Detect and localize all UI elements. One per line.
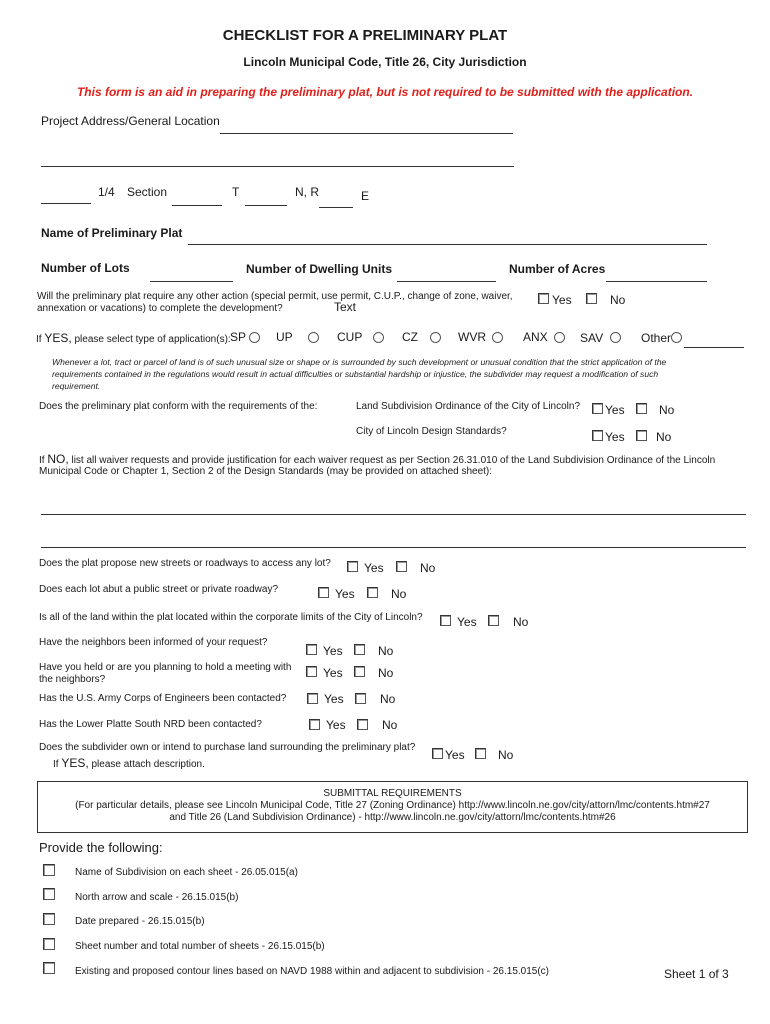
- conform-standards-no-checkbox[interactable]: [636, 430, 647, 441]
- surrounding-land-note: [53, 756, 205, 770]
- project-address-label: Project Address/General Location: [41, 114, 220, 128]
- conform-ordinance-yes-checkbox[interactable]: [592, 403, 603, 414]
- new-streets-yes-checkbox[interactable]: [347, 561, 358, 572]
- dwelling-units-field[interactable]: [397, 281, 496, 282]
- question-neighbors-informed: Have the neighbors been informed of your request?: [39, 637, 268, 648]
- app-type-up-radio[interactable]: [308, 332, 319, 343]
- plat-name-label: Name of Preliminary Plat: [41, 226, 183, 240]
- lots-label: Number of Lots: [41, 261, 130, 275]
- waiver-if-word: NO,: [47, 452, 69, 466]
- other-action-yes-checkbox[interactable]: [538, 293, 549, 304]
- waiver-instructions-line2: Municipal Code or Chapter 1, Section 2 of the Design Standards (may be provided on attached sheet):: [39, 466, 493, 477]
- township-label: T: [232, 185, 240, 199]
- modification-note-line3: requirement.: [52, 381, 101, 391]
- sheet-number: Sheet 1 of 3: [664, 967, 729, 981]
- plat-name-field[interactable]: [188, 244, 707, 245]
- lot-abut-no-checkbox[interactable]: [367, 587, 378, 598]
- other-action-question-line2: annexation or vacations) to complete the development?: [37, 303, 283, 314]
- if-yes-select-label: [36, 331, 231, 345]
- provide-item-3: Date prepared - 26.15.015(b): [75, 916, 205, 927]
- corporate-limits-yes-label: Yes: [457, 615, 477, 629]
- corporate-limits-no-checkbox[interactable]: [488, 615, 499, 626]
- conform-ordinance-yes-label: Yes: [605, 403, 625, 417]
- surrounding-land-yes-label: Yes: [445, 748, 465, 762]
- submittal-line1: (For particular details, please see Lincoln Municipal Code, Title 27 (Zoning Ordinance) http://www.lincoln.ne.gov/city/attorn/lmc/contents.htm#27: [75, 800, 710, 811]
- question-nrd: Has the Lower Platte South NRD been contacted?: [39, 719, 262, 730]
- app-type-sp-label: SP: [230, 330, 247, 344]
- other-action-no-checkbox[interactable]: [586, 293, 597, 304]
- lot-abut-yes-label: Yes: [335, 587, 355, 601]
- submittal-line2: and Title 26 (Land Subdivision Ordinance) - http://www.lincoln.ne.gov/city/attorn/lmc/contents.htm#26: [169, 812, 616, 823]
- nrd-yes-label: Yes: [326, 718, 346, 732]
- app-type-cup-radio[interactable]: [373, 332, 384, 343]
- provide-item-3-checkbox[interactable]: [43, 913, 55, 925]
- neighbors-meeting-no-checkbox[interactable]: [354, 666, 365, 677]
- neighbors-meeting-no-label: No: [378, 666, 394, 680]
- modification-note-line1: Whenever a lot, tract or parcel of land is of such unusual size or shape or is surrounded by such development or unusual condition that the strict application of the: [52, 357, 667, 367]
- township-field[interactable]: [245, 205, 287, 206]
- lot-abut-yes-checkbox[interactable]: [318, 587, 329, 598]
- east-label: E: [361, 189, 370, 203]
- conform-standards-label: City of Lincoln Design Standards?: [356, 426, 507, 437]
- army-corps-no-label: No: [380, 692, 396, 706]
- new-streets-yes-label: Yes: [364, 561, 384, 575]
- project-address-field-2[interactable]: [41, 166, 514, 167]
- if-yes-prefix: If: [36, 334, 42, 345]
- provide-item-4: Sheet number and total number of sheets - 26.15.015(b): [75, 941, 325, 952]
- provide-heading: Provide the following:: [39, 840, 163, 855]
- app-type-sav-label: SAV: [580, 331, 604, 345]
- surround-rest: please attach description.: [91, 759, 205, 770]
- modification-note-line2: requirements contained in the regulations would result in actual difficulties or substantial hardship or injustice, the subdivider may request a modification of such: [52, 369, 659, 379]
- corporate-limits-no-label: No: [513, 615, 529, 629]
- if-yes-word: YES,: [44, 331, 72, 345]
- nrd-no-label: No: [382, 718, 398, 732]
- question-corporate-limits: Is all of the land within the plat located within the corporate limits of the City of Lincoln?: [39, 612, 423, 623]
- if-yes-rest: please select type of application(s):: [74, 334, 231, 345]
- conform-ordinance-no-label: No: [659, 403, 675, 417]
- provide-item-5: Existing and proposed contour lines based on NAVD 1988 within and adjacent to subdivision - 26.15.015(c): [75, 966, 549, 977]
- question-neighbors-meeting-line2: the neighbors?: [39, 674, 106, 685]
- waiver-field-1[interactable]: [41, 514, 746, 515]
- waiver-field-2[interactable]: [41, 547, 746, 548]
- quarter-field[interactable]: [41, 203, 91, 204]
- notice-text: This form is an aid in preparing the preliminary plat, but is not required to be submitted with the application.: [76, 85, 694, 99]
- other-action-text-value: Text: [334, 300, 357, 314]
- other-action-no-label: No: [610, 293, 626, 307]
- other-action-question-line1: Will the preliminary plat require any other action (special permit, use permit, C.U.P., change of zone, waiver,: [37, 291, 513, 302]
- question-new-streets: Does the plat propose new streets or roadways to access any lot?: [39, 558, 331, 569]
- range-label: N, R: [295, 185, 319, 199]
- army-corps-yes-checkbox[interactable]: [307, 693, 318, 704]
- submittal-title: SUBMITTAL REQUIREMENTS: [323, 788, 462, 799]
- app-type-sp-radio[interactable]: [249, 332, 260, 343]
- page-subtitle: Lincoln Municipal Code, Title 26, City Jurisdiction: [243, 55, 527, 69]
- army-corps-yes-label: Yes: [324, 692, 344, 706]
- project-address-field[interactable]: [220, 133, 513, 134]
- neighbors-informed-yes-label: Yes: [323, 644, 343, 658]
- app-type-anx-radio[interactable]: [554, 332, 565, 343]
- waiver-if-prefix: If: [39, 455, 45, 466]
- conform-ordinance-no-checkbox[interactable]: [636, 403, 647, 414]
- surrounding-land-no-checkbox[interactable]: [475, 748, 486, 759]
- provide-item-2-checkbox[interactable]: [43, 888, 55, 900]
- question-lot-abut: Does each lot abut a public street or private roadway?: [39, 584, 279, 595]
- surround-if-prefix: If: [53, 759, 59, 770]
- conform-question: Does the preliminary plat conform with the requirements of the:: [39, 401, 318, 412]
- app-type-cz-label: CZ: [402, 330, 418, 344]
- app-type-wvr-label: WVR: [458, 330, 486, 344]
- neighbors-meeting-yes-label: Yes: [323, 666, 343, 680]
- question-neighbors-meeting: Have you held or are you planning to hold a meeting with: [39, 662, 292, 673]
- acres-field[interactable]: [606, 281, 707, 282]
- other-action-yes-label: Yes: [552, 293, 572, 307]
- waiver-line1-rest: list all waiver requests and provide justification for each waiver request as per Section 26.31.010 of the Land Subdivision Ordinance of the Lincoln: [71, 455, 716, 466]
- provide-item-1-checkbox[interactable]: [43, 864, 55, 876]
- corporate-limits-yes-checkbox[interactable]: [440, 615, 451, 626]
- nrd-yes-checkbox[interactable]: [309, 719, 320, 730]
- lot-abut-no-label: No: [391, 587, 407, 601]
- app-type-cz-radio[interactable]: [430, 332, 441, 343]
- provide-item-2: North arrow and scale - 26.15.015(b): [75, 892, 239, 903]
- app-type-other-radio[interactable]: [671, 332, 682, 343]
- app-type-other-field[interactable]: [684, 347, 744, 348]
- surrounding-land-yes-checkbox[interactable]: [432, 748, 443, 759]
- acres-label: Number of Acres: [509, 262, 606, 276]
- question-army-corps: Has the U.S. Army Corps of Engineers been contacted?: [39, 693, 287, 704]
- conform-standards-no-label: No: [656, 430, 672, 444]
- conform-standards-yes-label: Yes: [605, 430, 625, 444]
- waiver-instructions-line1: [39, 452, 715, 466]
- neighbors-informed-yes-checkbox[interactable]: [306, 644, 317, 655]
- app-type-anx-label: ANX: [523, 330, 548, 344]
- dwelling-units-label: Number of Dwelling Units: [246, 262, 393, 276]
- page-title: CHECKLIST FOR A PRELIMINARY PLAT: [222, 27, 508, 44]
- provide-item-5-checkbox[interactable]: [43, 962, 55, 974]
- conform-ordinance-label: Land Subdivision Ordinance of the City of Lincoln?: [356, 401, 581, 412]
- neighbors-informed-no-checkbox[interactable]: [354, 644, 365, 655]
- provide-item-1: Name of Subdivision on each sheet - 26.05.015(a): [75, 867, 298, 878]
- quarter-label: 1/4: [98, 185, 115, 199]
- conform-standards-yes-checkbox[interactable]: [592, 430, 603, 441]
- app-type-wvr-radio[interactable]: [492, 332, 503, 343]
- neighbors-informed-no-label: No: [378, 644, 394, 658]
- nrd-no-checkbox[interactable]: [357, 719, 368, 730]
- range-field[interactable]: [319, 207, 353, 208]
- app-type-sav-radio[interactable]: [610, 332, 621, 343]
- submittal-requirements-box: [37, 781, 748, 833]
- army-corps-no-checkbox[interactable]: [355, 693, 366, 704]
- question-surrounding-land: Does the subdivider own or intend to purchase land surrounding the preliminary plat?: [39, 742, 416, 753]
- section-label: Section: [127, 185, 168, 199]
- section-field[interactable]: [172, 205, 222, 206]
- provide-item-4-checkbox[interactable]: [43, 938, 55, 950]
- new-streets-no-checkbox[interactable]: [396, 561, 407, 572]
- neighbors-meeting-yes-checkbox[interactable]: [306, 666, 317, 677]
- surround-if-word: YES,: [61, 756, 89, 770]
- app-type-other-label: Other: [641, 331, 672, 345]
- surrounding-land-no-label: No: [498, 748, 514, 762]
- app-type-cup-label: CUP: [337, 330, 363, 344]
- lots-field[interactable]: [150, 281, 233, 282]
- new-streets-no-label: No: [420, 561, 436, 575]
- app-type-up-label: UP: [276, 330, 293, 344]
